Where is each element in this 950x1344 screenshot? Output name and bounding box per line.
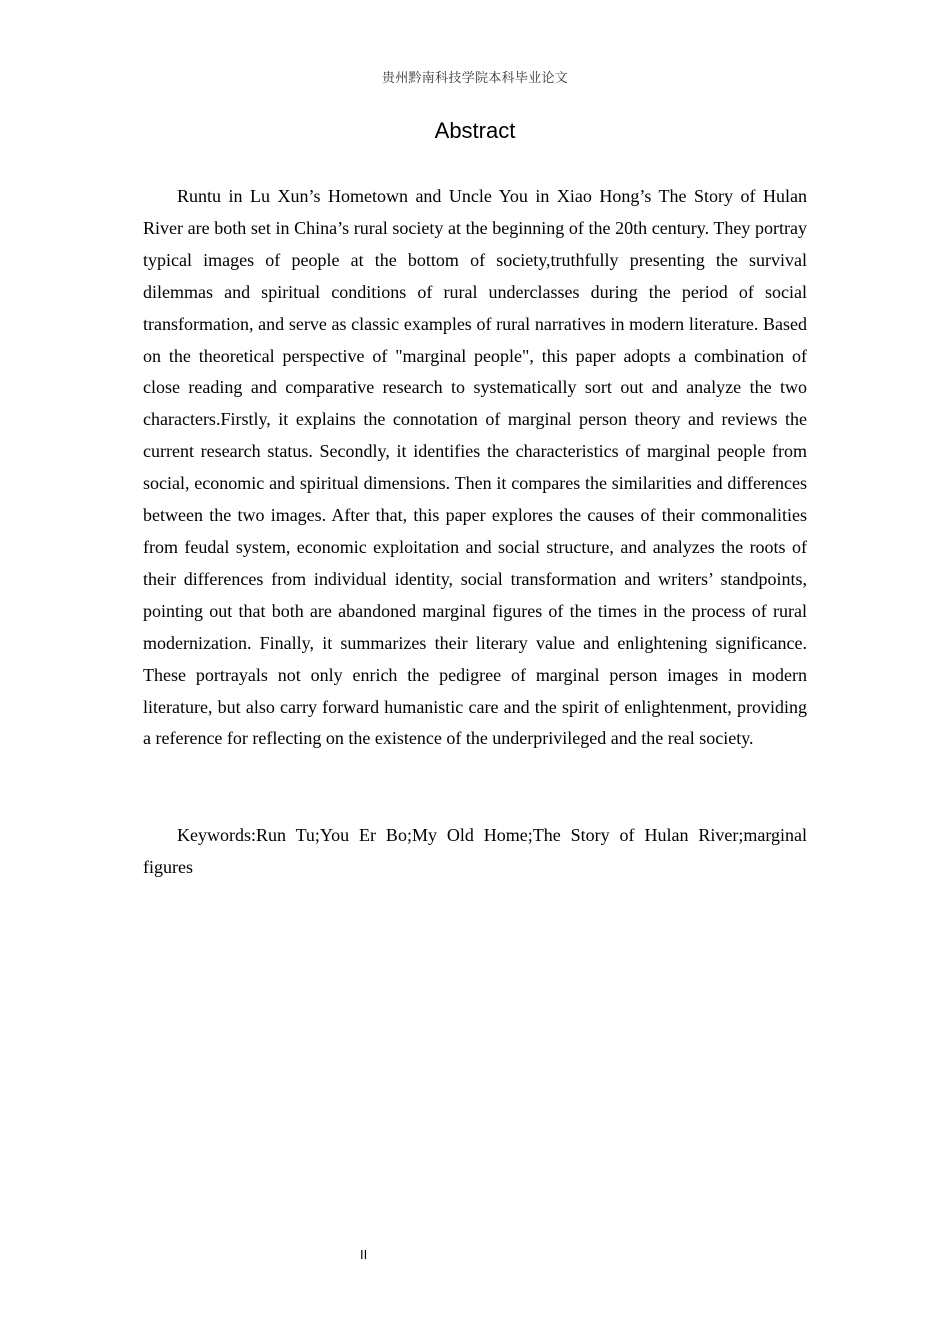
abstract-body: Runtu in Lu Xun’s Hometown and Uncle You in Xiao Hong’s The Story of Hulan River are both set in China’s rural society at the beginning of the 20th century. They portray typical images of people at the bottom of society,truthfully presenting the survival dilemmas and spiritual conditions of rural underclasses during the period of social transformation, and serve as classic examples of rural narratives in modern literature. Based on the theoretical perspective of "marginal people", this paper adopts a combination of close reading and comparative research to systematically sort out and analyze the two characters.Firstly, it explains the connotation of marginal person theory and reviews the current research status. Secondly, it identifies the characteristics of marginal people from social, economic and spiritual dimensions. Then it compares the similarities and differences between the two images. After that, this paper explores the causes of their commonalities from feudal system, economic exploitation and social structure, and analyzes the roots of their differences from individual identity, social transformation and writers’ standpoints, pointing out that both are abandoned marginal figures of the times in the process of rural modernization. Finally, it summarizes their literary value and enlightening significance. These portrayals not only enrich the pedigree of marginal person images in modern literature, but also carry forward humanistic care and the spirit of enlightenment, providing a reference for reflecting on the existence of the underprivileged and the real society. (143, 186, 807, 749)
page-number: II (360, 1247, 368, 1262)
running-header: 贵州黔南科技学院本科毕业论文 (381, 71, 569, 86)
keywords-paragraph: Keywords:Run Tu;You Er Bo;My Old Home;The Story of Hulan River;marginal figures (143, 825, 807, 877)
abstract-title: Abstract (434, 118, 516, 143)
